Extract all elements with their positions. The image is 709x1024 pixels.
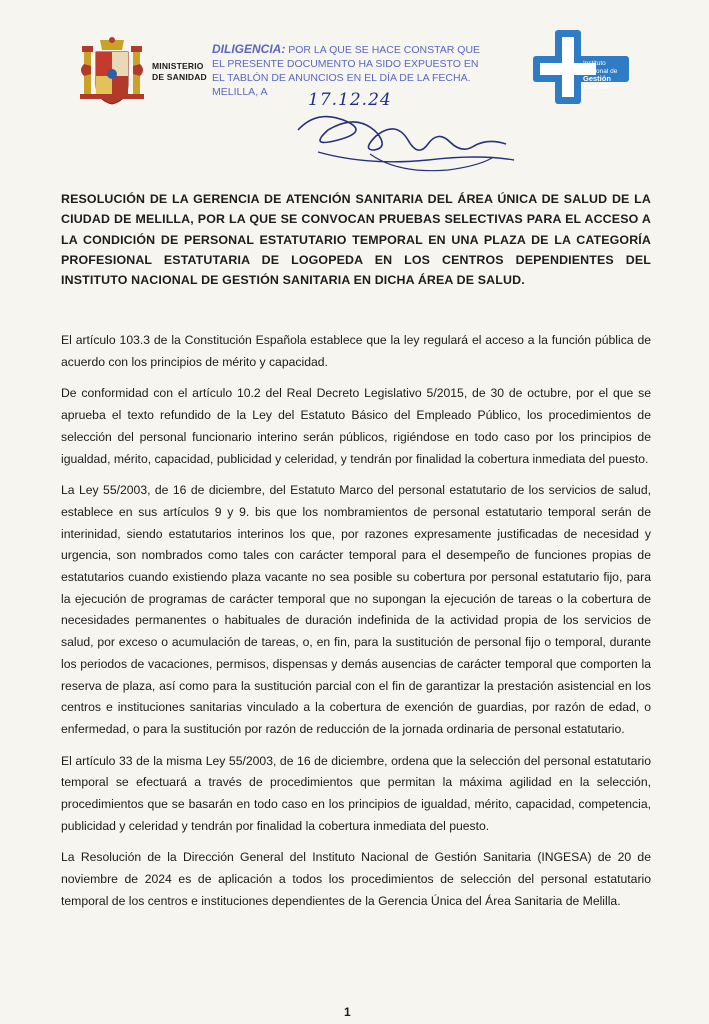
handwritten-signature xyxy=(278,100,518,180)
stamp-line-1 xyxy=(212,42,512,57)
stamp-line-4: MELILLA, A xyxy=(212,86,268,98)
stamp-line-2: EL PRESENTE DOCUMENTO HA SIDO EXPUESTO EN xyxy=(212,58,479,70)
stamp-date: 17.12.24 xyxy=(308,90,392,110)
ministry-line-1: MINISTERIO xyxy=(152,61,204,71)
ingesa-logo-line-2: Gestión Sanitaria xyxy=(583,74,611,91)
document-body xyxy=(61,330,651,923)
stamp-line-3: EL TABLÓN DE ANUNCIOS EN EL DÍA DE LA FECHA. xyxy=(212,72,471,84)
coat-of-arms-emblem xyxy=(78,36,146,108)
body-paragraph: De conformidad con el artículo 10.2 del Real Decreto Legislativo 5/2015, de 30 de octubre, por el que se aprueba el texto refundido de la Ley del Estatuto Básico del Empleado Público, los procedimientos de selección del personal funcionario interino serán públicos, rigiéndose en todo caso por los principios de igualdad, mérito, capacidad, publicidad y celeridad, y tendrán por finalidad la cobertura inmediata del puesto. xyxy=(61,386,651,466)
stamp-line-1-text: POR LA QUE SE HACE CONSTAR QUE xyxy=(285,44,481,56)
body-paragraph: El artículo 33 de la misma Ley 55/2003, de 16 de diciembre, ordena que la selección del personal estatutario temporal se efectuará a través de procedimientos que permitan la máxima agilidad en la selección, procedimientos que se basarán en todo caso en los principios de igualdad, mérito, capacidad, competencia, publicidad y celeridad y tendrán por finalidad la cobertura inmediata del puesto. xyxy=(61,753,651,833)
body-paragraph: La Resolución de la Dirección General del Instituto Nacional de Gestión Sanitaria (INGESA) de 20 de noviembre de 2024 es de aplicación a todos los procedimientos de selección del personal estatutario temporal de los centros e instituciones dependientes de la Gerencia Única del Área Sanitaria de Melilla. xyxy=(61,850,651,908)
page-number: 1 xyxy=(344,1005,351,1019)
ingesa-logo-line-1: Instituto Nacional de xyxy=(583,60,618,75)
body-paragraph: La Ley 55/2003, de 16 de diciembre, del Estatuto Marco del personal estatutario de los servicios de salud, establece en sus artículos 9 y 9. bis que los nombramientos de personal estatutario temporal serán de interinidad, siendo estatutarios interinos los que, por razones expresamente justificadas de necesidad y urgencia, son nombrados como tales con carácter temporal para el desempeño de funciones propias de estatutarios cuando existiendo plaza vacante no sea posible su cobertura por personal estatutario fijo, para la ejecución de programas de carácter temporal que no supongan la ejecución de tareas o la cobertura de necesidades permanentes o habituales de duración indefinida de la actividad propia de los servicios de salud, por exceso o acumulación de tareas, o, en fin, para la sustitución de personal fijo o temporal, durante los periodos de vacaciones, permisos, dispensas y demás ausencias de carácter temporal que comporten la reserva de plaza, así como para la sustitución parcial con el fin de garantizar la prestación asistencial en los centros e instituciones sanitarias vinculado a la cobertura de exención de guardias, por razón de edad, o enfermedad, o para la sustitución por razón de reducción de la jornada ordinaria de personal estatutario. xyxy=(61,483,651,736)
resolution-title: RESOLUCIÓN DE LA GERENCIA DE ATENCIÓN SANITARIA DEL ÁREA ÚNICA DE SALUD DE LA CIUDAD DE MELILLA, POR LA QUE SE CONVOCAN PRUEBAS SELECTIVAS PARA EL ACCESO A LA CONDICIÓN DE PERSONAL ESTATUTARIO TEMPORAL EN UNA PLAZA DE LA CATEGORÍA PROFESIONAL ESTATUTARIA DE LOGOPEDA EN LOS CENTROS DEPENDIENTES DEL INSTITUTO NACIONAL DE GESTIÓN SANITARIA EN DICHA ÁREA DE SALUD. xyxy=(61,192,651,288)
ministry-line-2: DE SANIDAD xyxy=(152,72,207,82)
ministry-name xyxy=(152,61,207,83)
body-paragraph: El artículo 103.3 de la Constitución Española establece que la ley regulará el acceso a la función pública de acuerdo con los principios de mérito y capacidad. xyxy=(61,333,651,369)
ingesa-logo-text xyxy=(583,60,629,91)
ingesa-logo xyxy=(533,30,629,104)
stamp-keyword: DILIGENCIA: xyxy=(212,42,286,56)
